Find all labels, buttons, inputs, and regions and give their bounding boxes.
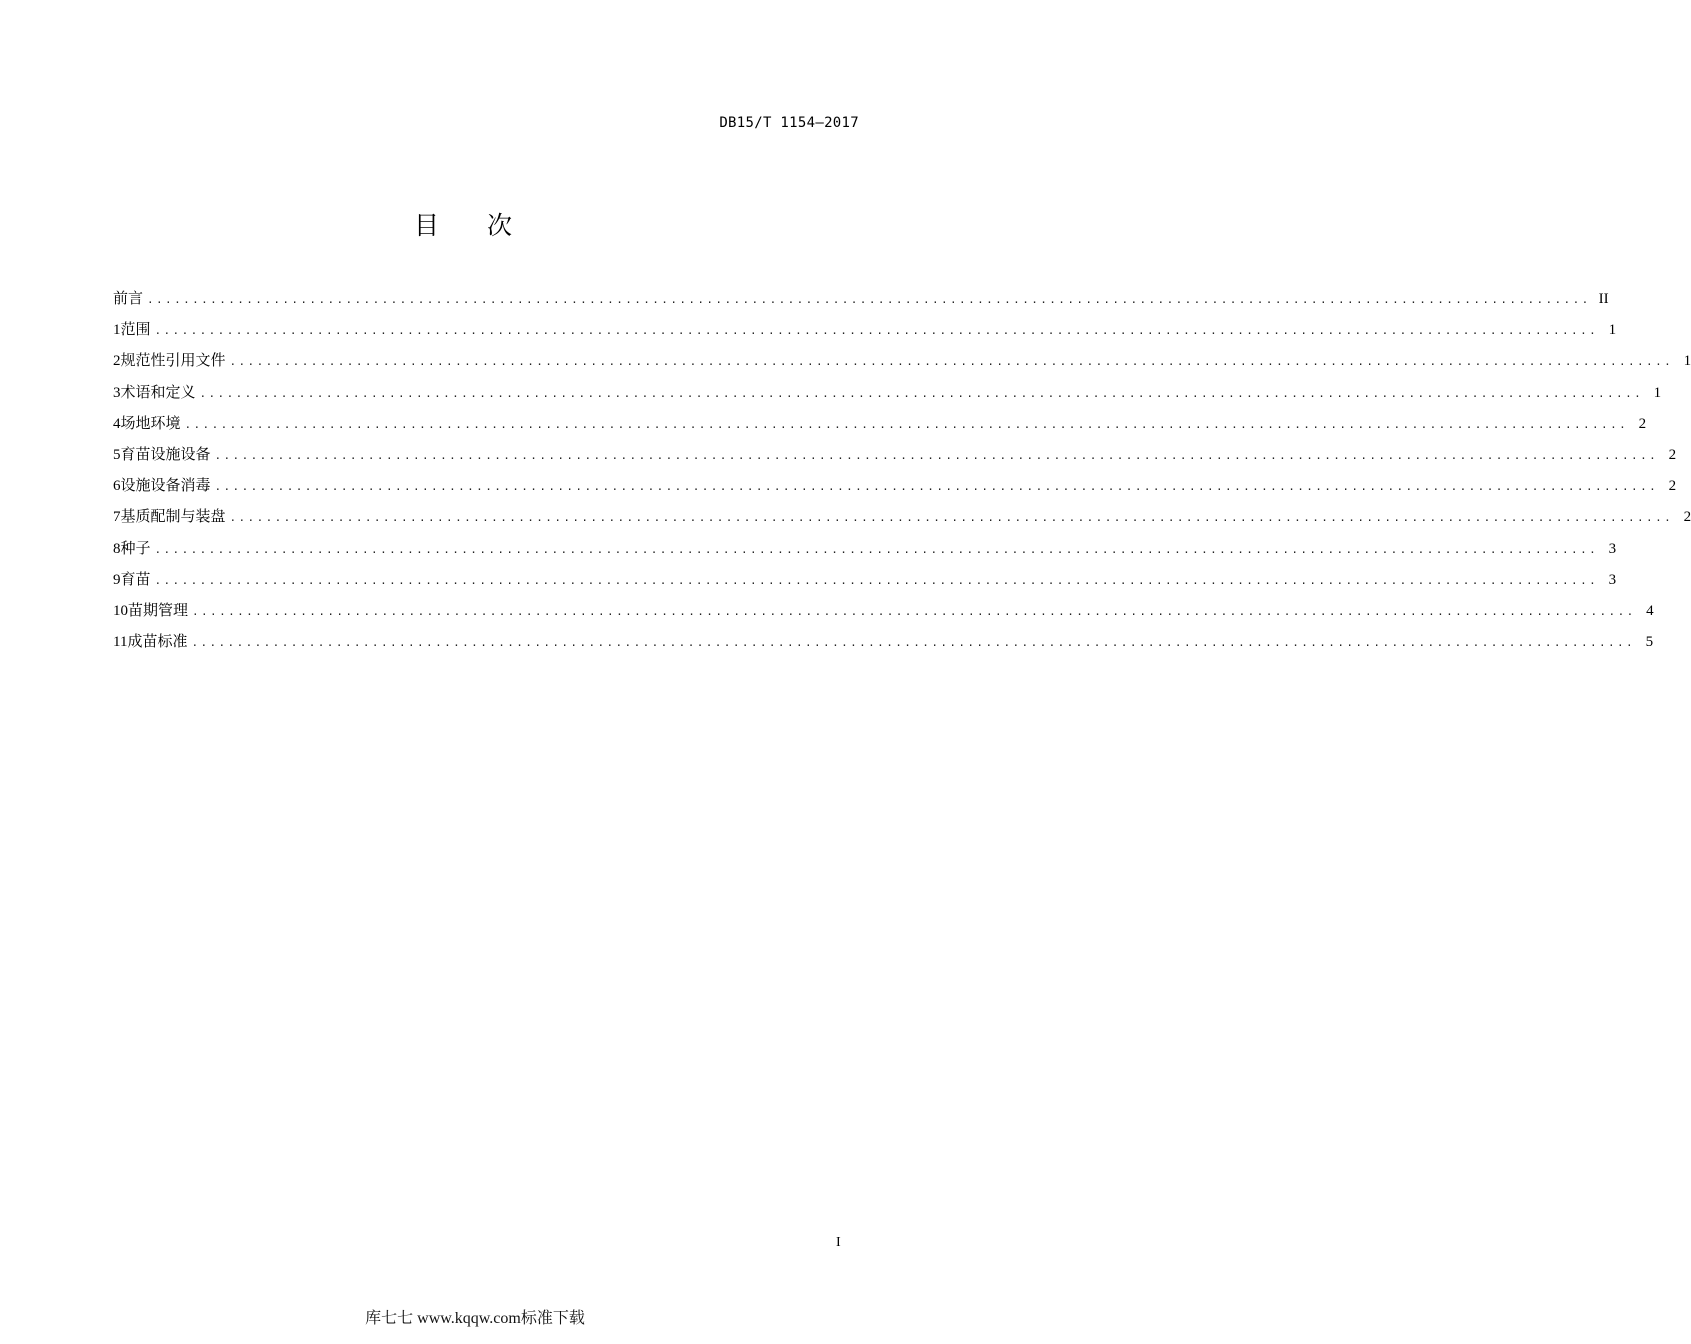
toc-entry-page: 1 xyxy=(1683,353,1691,370)
toc-entry-label: 基质配制与装盘 xyxy=(120,507,226,526)
toc-entry-9[interactable] xyxy=(113,567,1617,598)
toc-entry-1[interactable] xyxy=(113,317,1617,348)
toc-entry-page: 2 xyxy=(1668,478,1677,495)
toc-entry-page: 2 xyxy=(1638,415,1647,432)
toc-entry-number: 5 xyxy=(113,446,121,463)
toc-entry-number: 3 xyxy=(113,384,121,401)
toc-entry-foreword[interactable] xyxy=(113,286,1609,317)
toc-entry-10[interactable] xyxy=(113,598,1654,629)
toc-entry-number: 8 xyxy=(113,540,121,557)
toc-entry-number: 7 xyxy=(113,509,121,526)
toc-leader-dots: ................................................................................................................................................................ xyxy=(147,293,1591,306)
toc-entry-3[interactable] xyxy=(113,380,1662,411)
toc-entry-7[interactable] xyxy=(113,504,1691,535)
page-number: I xyxy=(836,1235,841,1250)
toc-entry-number: 2 xyxy=(113,353,121,370)
toc-leader-dots: ................................................................................................................................................................ xyxy=(191,636,1636,650)
toc-leader-dots: ................................................................................................................................................................ xyxy=(229,511,1674,525)
toc-leader-dots: ................................................................................................................................................................ xyxy=(214,448,1659,462)
toc-entry-number: 1 xyxy=(113,322,121,339)
footer-watermark[interactable]: 库七七 www.kqqw.com标准下载 xyxy=(365,1310,585,1327)
toc-entry-page: 3 xyxy=(1608,571,1617,588)
toc-leader-dots: ................................................................................................................................................................ xyxy=(214,480,1659,494)
toc-entry-label: 设施设备消毒 xyxy=(120,476,211,495)
toc-entry-page: 2 xyxy=(1668,446,1677,463)
toc-entry-label: 育苗设施设备 xyxy=(120,444,211,463)
toc-entry-label: 种子 xyxy=(120,538,151,557)
toc-entry-page: 1 xyxy=(1608,322,1617,339)
toc-entry-6[interactable] xyxy=(113,473,1677,504)
toc-entry-5[interactable] xyxy=(113,442,1677,473)
table-of-contents xyxy=(113,286,1691,660)
toc-leader-dots: ................................................................................................................................................................ xyxy=(199,386,1644,400)
toc-entry-label: 前言 xyxy=(113,289,144,307)
toc-entry-number: 10 xyxy=(113,602,128,619)
page-title: 目次 xyxy=(413,211,560,240)
toc-entry-label: 范围 xyxy=(120,320,151,339)
toc-entry-page: 3 xyxy=(1608,540,1617,557)
toc-leader-dots: ................................................................................................................................................................ xyxy=(154,573,1599,587)
toc-entry-11[interactable] xyxy=(113,629,1654,660)
standard-code: DB15/T 1154—2017 xyxy=(719,115,859,131)
toc-entry-number: 6 xyxy=(113,478,121,495)
toc-leader-dots: ................................................................................................................................................................ xyxy=(229,355,1674,369)
toc-entry-label: 术语和定义 xyxy=(120,382,196,401)
toc-entry-label: 成苗标准 xyxy=(127,632,188,651)
toc-entry-page: II xyxy=(1598,291,1609,307)
toc-entry-label: 规范性引用文件 xyxy=(120,351,226,370)
toc-entry-page: 1 xyxy=(1653,384,1662,401)
toc-entry-page: 5 xyxy=(1645,634,1654,651)
toc-leader-dots: ................................................................................................................................................................ xyxy=(154,324,1599,338)
toc-entry-label: 场地环境 xyxy=(120,413,181,432)
toc-entry-4[interactable] xyxy=(113,411,1647,442)
toc-entry-number: 4 xyxy=(113,415,121,432)
toc-entry-page: 2 xyxy=(1683,509,1691,526)
toc-leader-dots: ................................................................................................................................................................ xyxy=(184,417,1629,431)
toc-entry-page: 4 xyxy=(1646,602,1654,619)
toc-entry-label: 育苗 xyxy=(120,569,151,588)
toc-entry-number: 11 xyxy=(113,634,128,651)
toc-leader-dots: ................................................................................................................................................................ xyxy=(192,604,1636,618)
toc-leader-dots: ................................................................................................................................................................ xyxy=(154,542,1599,556)
toc-entry-label: 苗期管理 xyxy=(128,600,189,619)
toc-entry-8[interactable] xyxy=(113,536,1617,567)
toc-entry-number: 9 xyxy=(113,571,121,588)
toc-entry-2[interactable] xyxy=(113,348,1691,379)
